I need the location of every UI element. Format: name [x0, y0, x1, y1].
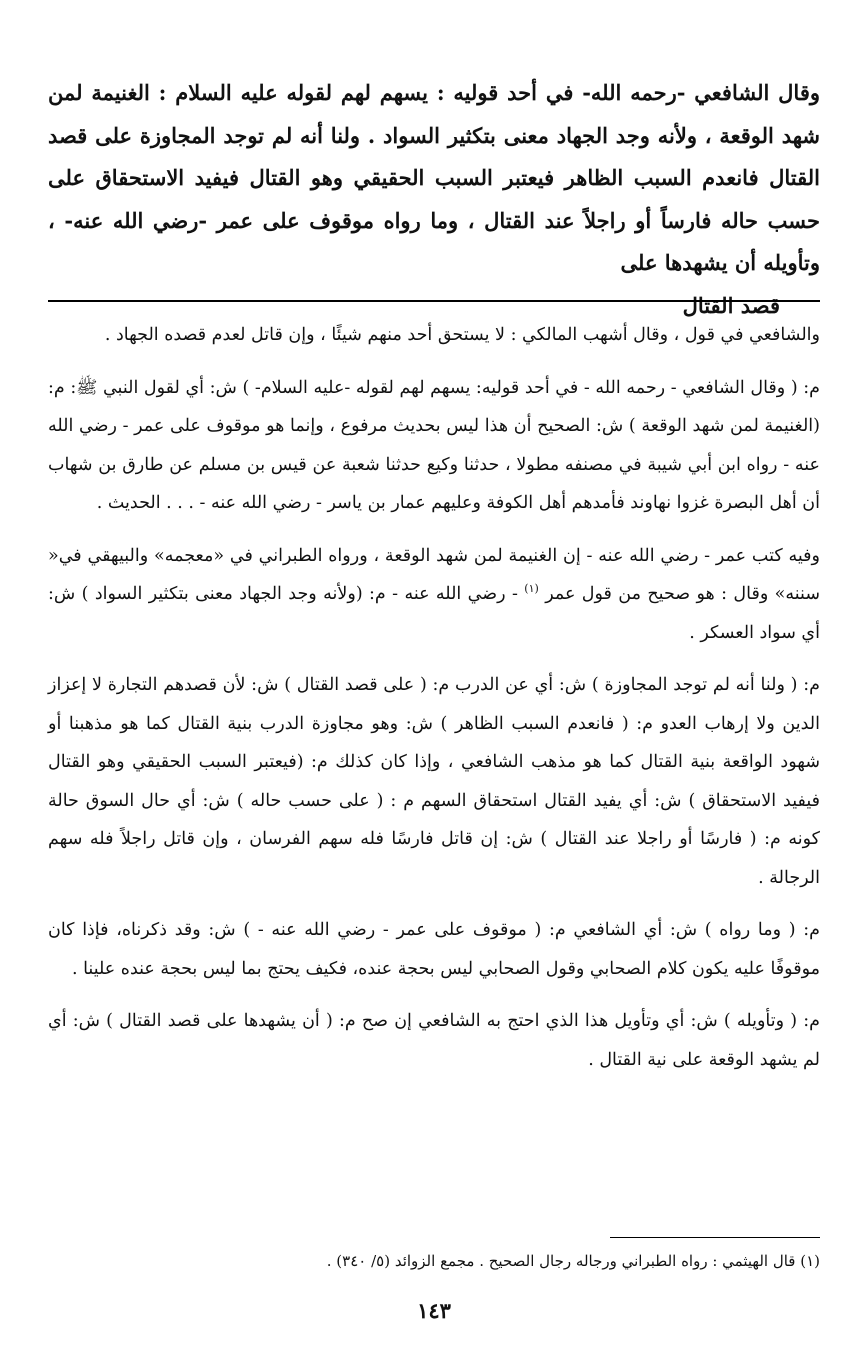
commentary-paragraph-5: م: ( وما رواه ) ش: أي الشافعي م: ( موقوف على عمر - رضي الله عنه - ) ش: وقد ذكرناه، فإذا كان موقوفًا عليه يكون كلام الصحابي وقول الصحابي ليس بحجة عنده، فكيف يحتج بما ليس بحجة عنده علينا . — [48, 920, 820, 979]
commentary-paragraph-6: م: ( وتأويله ) ش: أي وتأويل هذا الذي احتج به الشافعي إن صح م: ( أن يشهدها على قصد القتال ) ش: أي لم يشهد الوقعة على نية القتال . — [48, 1011, 820, 1070]
commentary-paragraph-3 — [48, 537, 820, 653]
main-text-body: وقال الشافعي -رحمه الله- في أحد قوليه : يسهم لهم لقوله عليه السلام : الغنيمة لمن شهد الوقعة ، ولأنه وجد الجهاد معنى بتكثير السواد . ولنا أنه لم توجد المجاوزة على قصد القتال فانعدم السبب الظاهر فيعتبر السبب الحقيقي وهو القتال فيفيد الاستحقاق على حسب حاله فارساً أو راجلاً عند القتال ، وما رواه موقوف على عمر -رضي الله عنه- ، وتأويله أن يشهدها على — [48, 80, 820, 275]
commentary-paragraph-2: م: ( وقال الشافعي - رحمه الله - في أحد قوليه: يسهم لهم لقوله -عليه السلام- ) ش: أي لقول النبي ﷺ: م: (الغنيمة لمن شهد الوقعة ) ش: الصحيح أن هذا ليس بحديث مرفوع ، وإنما هو موقوف على عمر - رضي الله عنه - رواه ابن أبي شيبة في مصنفه مطولا ، حدثنا وكيع حدثنا شعبة عن قيس بن مسلم عن طارق بن شهاب أن أهل البصرة غزوا نهاوند فأمدهم أهل الكوفة وعليهم عمار بن ياسر - رضي الله عنه - . . . الحديث . — [48, 377, 821, 513]
footnote-divider — [610, 1237, 820, 1238]
commentary-paragraph-1: والشافعي في قول ، وقال أشهب المالكي : لا يستحق أحد منهم شيئًا ، وإن قاتل لعدم قصده الجهاد . — [104, 325, 820, 345]
commentary-paragraph-3-part-a: وفيه كتب عمر - رضي الله عنه - إن الغنيمة لمن شهد الوقعة ، ورواه الطبراني في «معجمه» والبيهقي في« سننه» وقال : هو صحيح من قول عمر — [48, 545, 820, 604]
commentary — [48, 316, 820, 1093]
main-text — [48, 72, 820, 327]
footnote: (١) قال الهيثمي : رواه الطبراني ورجاله رجال الصحيح . مجمع الزوائد (٥/ ٣٤٠) . — [326, 1252, 820, 1270]
commentary-paragraph-3-part-b: - رضي الله عنه - م: (ولأنه وجد الجهاد معنى بتكثير السواد ) ش: أي سواد العسكر . — [48, 584, 820, 643]
footnote-marker: (١) — [524, 582, 539, 596]
commentary-paragraph-4: م: ( ولنا أنه لم توجد المجاوزة ) ش: أي عن الدرب م: ( على قصد القتال ) ش: لأن قصدهم التجارة لا إعزاز الدين ولا إرهاب العدو م: ( فانعدم السبب الظاهر ) ش: وهو مجاوزة الدرب بنية القتال كما هو مذهبنا أو شهود الواقعة بنية القتال كما هو مذهب الشافعي ، وإذا كان كذلك م: (فيعتبر السبب الحقيقي وهو القتال فيفيد الاستحقاق ) ش: أي يفيد القتال استحقاق السهم م : ( على حسب حاله ) ش: أي حال السوق حالة كونه م: ( فارسًا أو راجلا عند القتال ) ش: إن قاتل فارسًا فله سهم الفرسان ، وإن قاتل راجلاً فله سهم الرجالة . — [48, 675, 820, 888]
main-text-last-line: قصد القتال — [682, 292, 780, 318]
page-number: ١٤٣ — [417, 1298, 451, 1323]
section-divider — [48, 300, 820, 302]
book-page — [48, 0, 820, 1372]
